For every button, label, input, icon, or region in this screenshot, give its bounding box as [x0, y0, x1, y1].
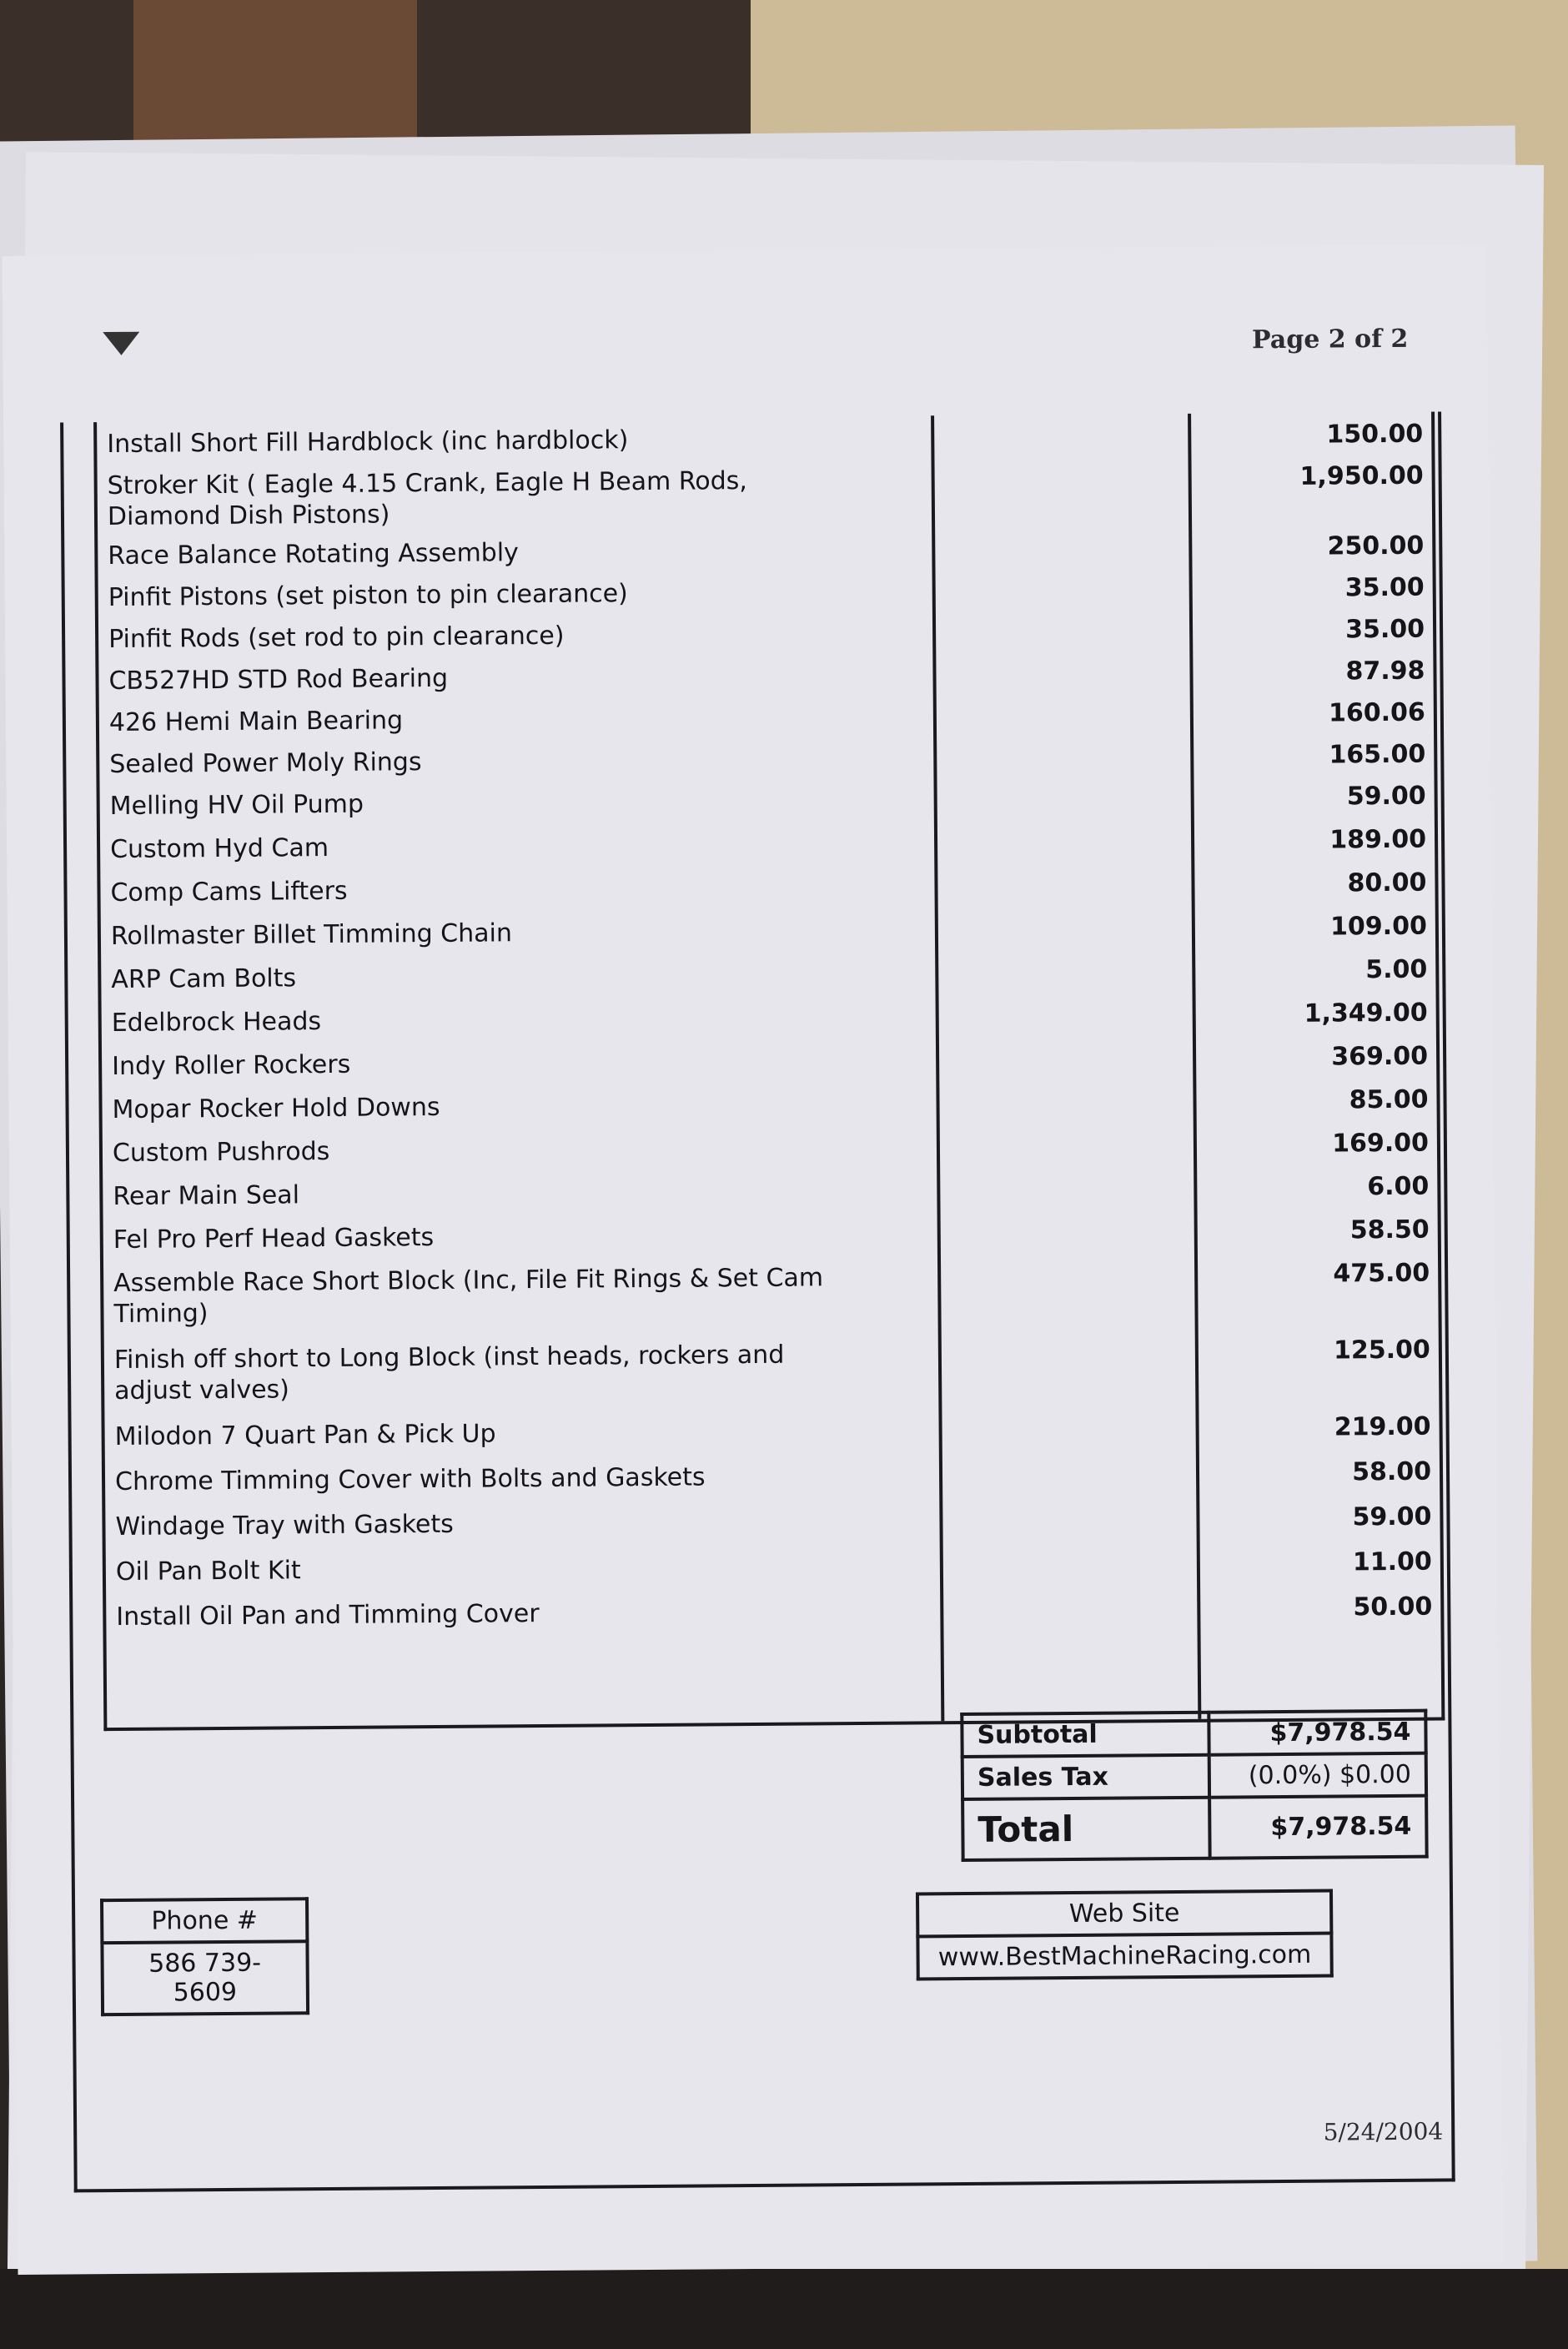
line-item-amount: 58.00 [1351, 1456, 1432, 1487]
line-item-description: Chrome Timming Cover with Bolts and Gaskets [114, 1462, 706, 1497]
line-item-description: Oil Pan Bolt Kit [115, 1556, 301, 1587]
tax-label: Sales Tax [962, 1755, 1209, 1799]
line-item-description: Install Short Fill Hardblock (inc hardblock) [107, 425, 629, 460]
total-label: Total [962, 1798, 1210, 1860]
line-item-description: Race Balance Rotating Assembly [108, 538, 520, 571]
line-item-amount: 59.00 [1346, 781, 1426, 812]
line-item-description: 426 Hemi Main Bearing [108, 706, 404, 738]
total-value: $7,978.54 [1209, 1796, 1427, 1859]
line-item-description: Stroker Kit ( Eagle 4.15 Crank, Eagle H Beam Rods, Diamond Dish Pistons) [107, 466, 748, 532]
line-item-amount: 85.00 [1349, 1084, 1429, 1115]
invoice-page [3, 244, 1503, 2275]
website-label: Web Site [917, 1891, 1331, 1937]
line-item-amount: 80.00 [1347, 868, 1427, 898]
line-item-description: Pinfit Rods (set rod to pin clearance) [108, 621, 565, 655]
line-item-row [104, 460, 1431, 541]
line-item-amount: 165.00 [1329, 739, 1426, 770]
phone-box [100, 1897, 309, 2016]
line-item-amount: 35.00 [1344, 572, 1425, 603]
line-item-description: Windage Tray with Gaskets [115, 1509, 454, 1542]
line-item-description: Fel Pro Perf Head Gaskets [113, 1222, 435, 1255]
line-items-list [103, 419, 1439, 1647]
line-item-description: Pinfit Pistons (set piston to pin clearance) [108, 579, 628, 613]
line-item-description: Custom Hyd Cam [109, 832, 329, 865]
line-item-amount: 160.06 [1328, 697, 1426, 728]
line-item-amount: 109.00 [1329, 911, 1428, 942]
line-item-description: Edelbrock Heads [111, 1007, 322, 1039]
line-item-amount: 125.00 [1333, 1335, 1431, 1366]
tax-value: (0.0%) $0.00 [1209, 1753, 1426, 1798]
line-item-amount: 59.00 [1352, 1501, 1432, 1532]
line-item-row [111, 1335, 1438, 1421]
tax-row [962, 1753, 1426, 1799]
line-item-amount: 5.00 [1365, 954, 1428, 985]
line-item-description: Install Oil Pan and Timming Cover [116, 1599, 540, 1632]
line-item-description: Mopar Rocker Hold Downs [112, 1092, 440, 1125]
line-item-amount: 475.00 [1333, 1258, 1430, 1289]
line-item-amount: 11.00 [1352, 1547, 1433, 1577]
line-item-amount: 6.00 [1367, 1171, 1430, 1202]
line-item-amount: 35.00 [1345, 614, 1425, 645]
page-number: Page 2 of 2 [1251, 324, 1409, 355]
invoice-date: 5/24/2004 [1323, 2117, 1444, 2146]
line-item-description: Indy Roller Rockers [112, 1049, 351, 1082]
corner-mark-icon [103, 332, 139, 355]
line-item-description: Rear Main Seal [113, 1180, 300, 1212]
background-desk [0, 2269, 1568, 2349]
line-item-amount: 87.98 [1345, 656, 1425, 687]
line-item-amount: 250.00 [1327, 531, 1425, 561]
phone-value: 586 739-5609 [102, 1941, 308, 2015]
website-box [916, 1889, 1334, 1981]
line-item-amount: 150.00 [1326, 419, 1424, 450]
line-item-amount: 1,349.00 [1304, 998, 1428, 1029]
line-item-description: Comp Cams Lifters [110, 876, 348, 908]
line-item-amount: 1,950.00 [1299, 460, 1424, 491]
website-value: www.BestMachineRacing.com [917, 1934, 1331, 1979]
line-item-amount: 189.00 [1329, 824, 1427, 855]
line-item-description: Finish off short to Long Block (inst heads, rockers and adjust valves) [113, 1340, 785, 1406]
line-item-description: Milodon 7 Quart Pan & Pick Up [114, 1419, 496, 1452]
line-item-row [113, 1592, 1439, 1647]
totals-table [960, 1709, 1428, 1862]
subtotal-label: Subtotal [962, 1713, 1209, 1757]
line-item-row [110, 1258, 1437, 1345]
subtotal-row [962, 1711, 1425, 1757]
subtotal-value: $7,978.54 [1209, 1711, 1425, 1755]
line-item-description: ARP Cam Bolts [111, 963, 297, 995]
line-item-description: Melling HV Oil Pump [109, 789, 364, 822]
line-item-description: Rollmaster Billet Timming Chain [110, 918, 513, 952]
line-item-description: Sealed Power Moly Rings [109, 747, 422, 780]
line-items-table [93, 412, 1445, 1732]
line-item-description: Custom Pushrods [112, 1136, 330, 1169]
invoice-frame [60, 411, 1455, 2192]
line-item-amount: 219.00 [1334, 1411, 1431, 1442]
line-item-amount: 369.00 [1331, 1041, 1429, 1072]
total-row [962, 1796, 1427, 1860]
line-item-amount: 58.50 [1349, 1215, 1430, 1245]
line-item-amount: 169.00 [1332, 1128, 1430, 1159]
phone-label: Phone # [102, 1899, 307, 1943]
line-item-description: Assemble Race Short Block (Inc, File Fit Rings & Set Cam Timing) [113, 1263, 824, 1330]
line-item-amount: 50.00 [1353, 1592, 1433, 1622]
line-item-description: CB527HD STD Rod Bearing [108, 663, 449, 697]
